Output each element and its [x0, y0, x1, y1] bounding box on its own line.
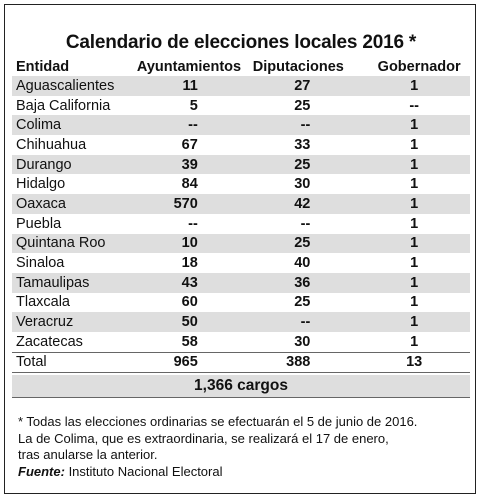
- cell-gobernador: 1: [368, 155, 470, 175]
- cell-gobernador: 1: [368, 234, 470, 254]
- cell-diputaciones: 27: [253, 76, 369, 96]
- cell-ayuntamientos: --: [188, 215, 198, 232]
- cell-diputaciones: 25: [253, 155, 369, 175]
- cell-ayuntamientos: 43: [137, 273, 253, 293]
- footnote-line: * Todas las elecciones ordinarias se efectuarán el 5 de junio de 2016.: [18, 414, 418, 429]
- column-header-ayuntamientos: Ayuntamientos: [136, 58, 242, 75]
- source-line: [18, 464, 468, 481]
- table-row: [12, 214, 470, 234]
- table-row: [12, 234, 470, 254]
- cell-entidad: Baja California: [16, 97, 111, 114]
- cell-diputaciones: --: [253, 312, 369, 332]
- cell-gobernador: 1: [410, 136, 419, 153]
- cell-ayuntamientos: 965: [137, 352, 253, 373]
- table-row: [12, 155, 470, 175]
- cell-entidad: Aguascalientes: [12, 76, 137, 96]
- cell-diputaciones: 40: [294, 255, 311, 272]
- source-text: Instituto Nacional Electoral: [64, 463, 223, 479]
- table-row: [12, 115, 470, 135]
- cell-entidad: Sinaloa: [16, 255, 65, 272]
- total-row: [12, 352, 470, 373]
- cell-ayuntamientos: 67: [181, 136, 198, 153]
- cell-ayuntamientos: 5: [189, 97, 198, 114]
- cell-entidad: Chihuahua: [16, 136, 87, 153]
- table-row: [12, 253, 470, 273]
- cell-gobernador: 1: [368, 273, 470, 293]
- cell-entidad: Quintana Roo: [12, 234, 137, 254]
- cell-entidad: Zacatecas: [16, 333, 83, 350]
- cell-diputaciones: 388: [253, 352, 369, 373]
- cell-gobernador: 1: [368, 76, 470, 96]
- cell-ayuntamientos: 84: [181, 176, 198, 193]
- header-row: [12, 57, 470, 76]
- cell-ayuntamientos: 570: [137, 194, 253, 214]
- divider: [12, 397, 470, 398]
- cell-diputaciones: 42: [253, 194, 369, 214]
- cell-ayuntamientos: 10: [137, 234, 253, 254]
- cell-ayuntamientos: 50: [137, 312, 253, 332]
- column-header-entidad: Entidad: [16, 58, 70, 75]
- cell-gobernador: 1: [410, 215, 419, 232]
- table-row: [12, 332, 470, 352]
- cell-gobernador: 1: [368, 312, 470, 332]
- cell-ayuntamientos: 58: [181, 333, 198, 350]
- column-header-gobernador: Gobernador: [377, 58, 461, 75]
- cell-entidad: Veracruz: [12, 312, 137, 332]
- cell-entidad: Puebla: [16, 215, 62, 232]
- cell-entidad: Tlaxcala: [16, 294, 70, 311]
- cell-entidad: Colima: [12, 115, 137, 135]
- table-row: [12, 312, 470, 332]
- column-header-diputaciones: Diputaciones: [252, 58, 344, 75]
- cell-diputaciones: --: [300, 215, 311, 232]
- table-row: [12, 273, 470, 293]
- cell-ayuntamientos: --: [137, 115, 253, 135]
- table-row: [12, 174, 470, 194]
- cell-diputaciones: --: [253, 115, 369, 135]
- cell-diputaciones: 36: [253, 273, 369, 293]
- table-row: [12, 293, 470, 313]
- table-row: [12, 135, 470, 155]
- cell-gobernador: --: [409, 97, 419, 114]
- cell-entidad: Hidalgo: [16, 176, 66, 193]
- cell-ayuntamientos: 60: [181, 294, 198, 311]
- cell-gobernador: 1: [368, 194, 470, 214]
- cell-gobernador: 1: [410, 333, 419, 350]
- cell-diputaciones: 25: [253, 234, 369, 254]
- cell-gobernador: 1: [368, 115, 470, 135]
- cell-diputaciones: 25: [294, 294, 311, 311]
- cell-ayuntamientos: 39: [137, 155, 253, 175]
- cell-gobernador: 1: [410, 294, 419, 311]
- cell-ayuntamientos: 11: [137, 76, 253, 96]
- footnote-line: La de Colima, que es extraordinaria, se realizará el 17 de enero,: [18, 430, 389, 446]
- cell-entidad: Tamaulipas: [12, 273, 137, 293]
- cell-ayuntamientos: 18: [181, 255, 198, 272]
- cell-diputaciones: 33: [294, 136, 311, 153]
- table-row: [12, 96, 470, 116]
- footnote-line: tras anularse la anterior.: [18, 447, 158, 462]
- table-row: [12, 194, 470, 214]
- cell-entidad: Total: [12, 352, 137, 373]
- cell-entidad: Durango: [12, 155, 137, 175]
- page-title: Calendario de elecciones locales 2016 *: [65, 32, 417, 53]
- cell-entidad: Oaxaca: [12, 194, 137, 214]
- cell-gobernador: 1: [410, 176, 419, 193]
- table-row: [12, 76, 470, 96]
- cell-gobernador: 13: [368, 352, 470, 373]
- footnotes: [18, 414, 468, 480]
- cell-gobernador: 1: [410, 255, 419, 272]
- source-label: Fuente:: [18, 463, 65, 479]
- cell-diputaciones: 30: [294, 333, 311, 350]
- cell-diputaciones: 25: [294, 97, 311, 114]
- cell-diputaciones: 30: [294, 176, 311, 193]
- grand-total: 1,366 cargos: [12, 375, 470, 397]
- elections-table: [12, 57, 470, 373]
